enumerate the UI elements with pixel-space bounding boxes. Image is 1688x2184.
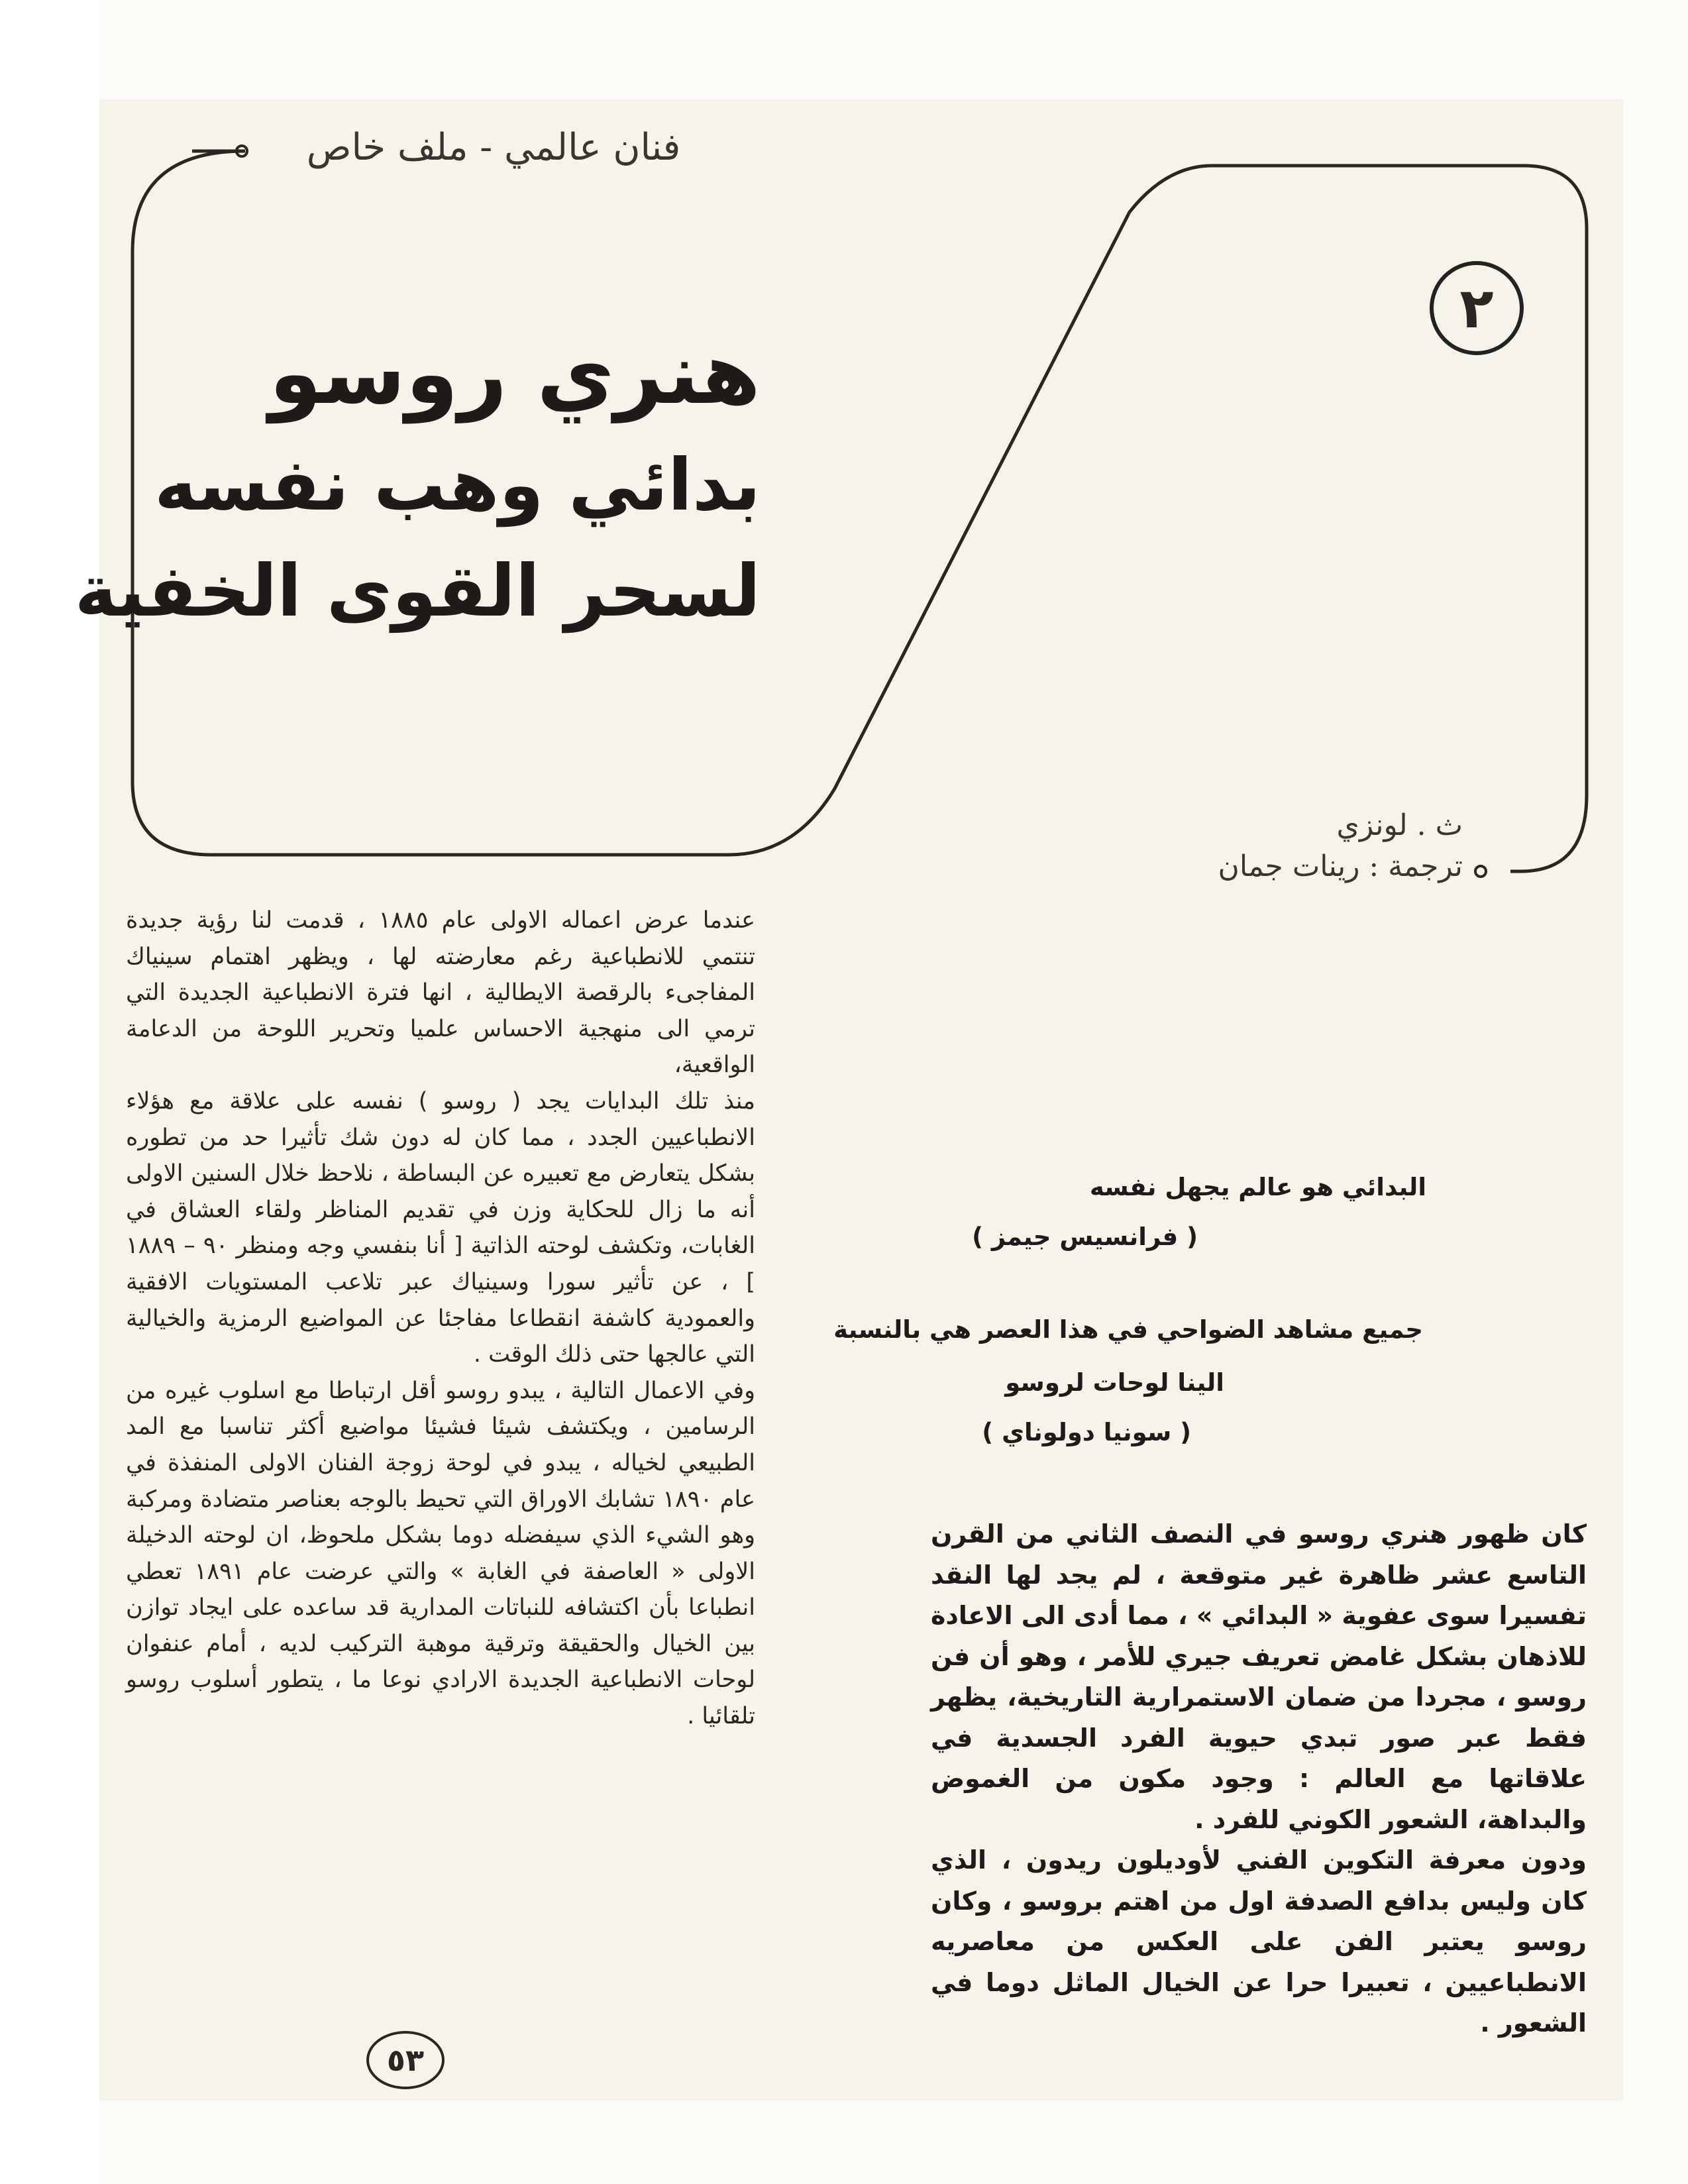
- epigraph-quote-2-line1: جميع مشاهد الضواحي في هذا العصر هي بالنسبة: [833, 1315, 1423, 1344]
- article-subtitle-line2: لسحر القوى الخفية: [74, 550, 761, 633]
- credits: [1218, 805, 1463, 887]
- epigraph-quote-2-line2: الينا لوحات لروسو: [1005, 1368, 1224, 1397]
- author-credit: ث . لونزي: [1336, 808, 1463, 842]
- page-number: ٥٣: [366, 2031, 445, 2089]
- epigraph-author-1: ( فرانسيس جيمز ): [972, 1223, 1198, 1251]
- issue-number-badge: ٢: [1430, 261, 1524, 355]
- epigraph-quote-1: البدائي هو عالم يجهل نفسه: [1089, 1173, 1426, 1201]
- article-subtitle-line1: بدائي وهب نفسه: [154, 444, 761, 527]
- section-kicker: فنان عالمي - ملف خاص: [306, 126, 681, 169]
- left-column: [126, 902, 755, 1735]
- right-column: [931, 1514, 1587, 2044]
- epigraph-author-2: ( سونيا دولوناي ): [982, 1418, 1191, 1447]
- body-paragraph: كان ظهور هنري روسو في النصف الثاني من القرن التاسع عشر ظاهرة غير متوقعة ، لم يجد لها النقد تفسيرا سوى عفوية « البدائي » ، مما أدى الى الاعادة للاذهان بشكل غامض تعريف جيري للأمر ، وهو أن فن روسو ، مجردا من ضمان الاستمرارية التاريخية، يظهر فقط عبر صور تبدي حيوية الفرد الجسدية في علاقاتها مع العالم : وجود مكون من الغموض والبداهة، الشعور الكوني للفرد .: [931, 1519, 1587, 1834]
- article-title: هنري روسو: [269, 325, 761, 423]
- body-paragraph: وفي الاعمال التالية ، يبدو روسو أقل ارتباطا مع اسلوب غيره من الرسامين ، ويكتشف شيئا فشيئا مواضيع أكثر تناسبا مع المد الطبيعي لخياله ، يبدو في لوحة زوجة الفنان الاولى المنفذة في عام ١٨٩٠ تشابك الاوراق التي تحيط بالوجه بعناصر متضادة ومركبة وهو الشيء الذي سيفضله دوما بشكل ملحوظ، ان لوحته الدخيلة الاولى « العاصفة في الغابة » والتي عرضت عام ١٨٩١ تعطي انطباعا بأن اكتشافه للنباتات المدارية قد ساعده على ايجاد توازن بين الخيال والحقيقة وترقية موهبة التركيب لديه ، أمام عنفوان لوحات الانطباعية الجديدة الارادي نوعا ما ، يتطور أسلوب روسو تلقائيا .: [126, 1377, 755, 1730]
- body-paragraph: منذ تلك البدايات يجد ( روسو ) نفسه على علاقة مع هؤلاء الانطباعيين الجدد ، مما كان له دون شك تأثيرا حد من تطوره بشكل يتعارض مع تعبيره عن البساطة ، نلاحظ خلال السنين الاولى أنه ما زال للحكاية وزن في تقديم المناظر ولقاء العشاق في الغابات، وتكشف لوحته الذاتية [ أنا بنفسي وجه ومنظر ٩٠ – ١٨٨٩ ] ، عن تأثير سورا وسينياك عبر تلاعب المستويات الافقية والعمودية كاشفة انقطاعا مفاجئا عن المواضيع الرمزية والخيالية التي عالجها حتى ذلك الوقت .: [126, 1087, 755, 1368]
- translator-credit: ترجمة : رينات جمان: [1218, 849, 1463, 883]
- body-paragraph: ودون معرفة التكوين الفني لأوديلون ريدون ، الذي كان وليس بدافع الصدفة اول من اهتم بروسو ، وكان روسو يعتبر الفن على العكس من معاصريه الانطباعيين ، تعبيرا حرا عن الخيال الماثل دوما في الشعور .: [931, 1845, 1587, 2038]
- frame-endpoint-right: [1475, 866, 1486, 877]
- body-paragraph: عندما عرض اعماله الاولى عام ١٨٨٥ ، قدمت لنا رؤية جديدة تنتمي للانطباعية رغم معارضته لها ، ويظهر اهتمام سينياك المفاجىء بالرقصة الايطالية ، انها فترة الانطباعية الجديدة التي ترمي الى منهجية الاحساس علميا وتحرير اللوحة من الدعامة الواقعية،: [126, 907, 755, 1079]
